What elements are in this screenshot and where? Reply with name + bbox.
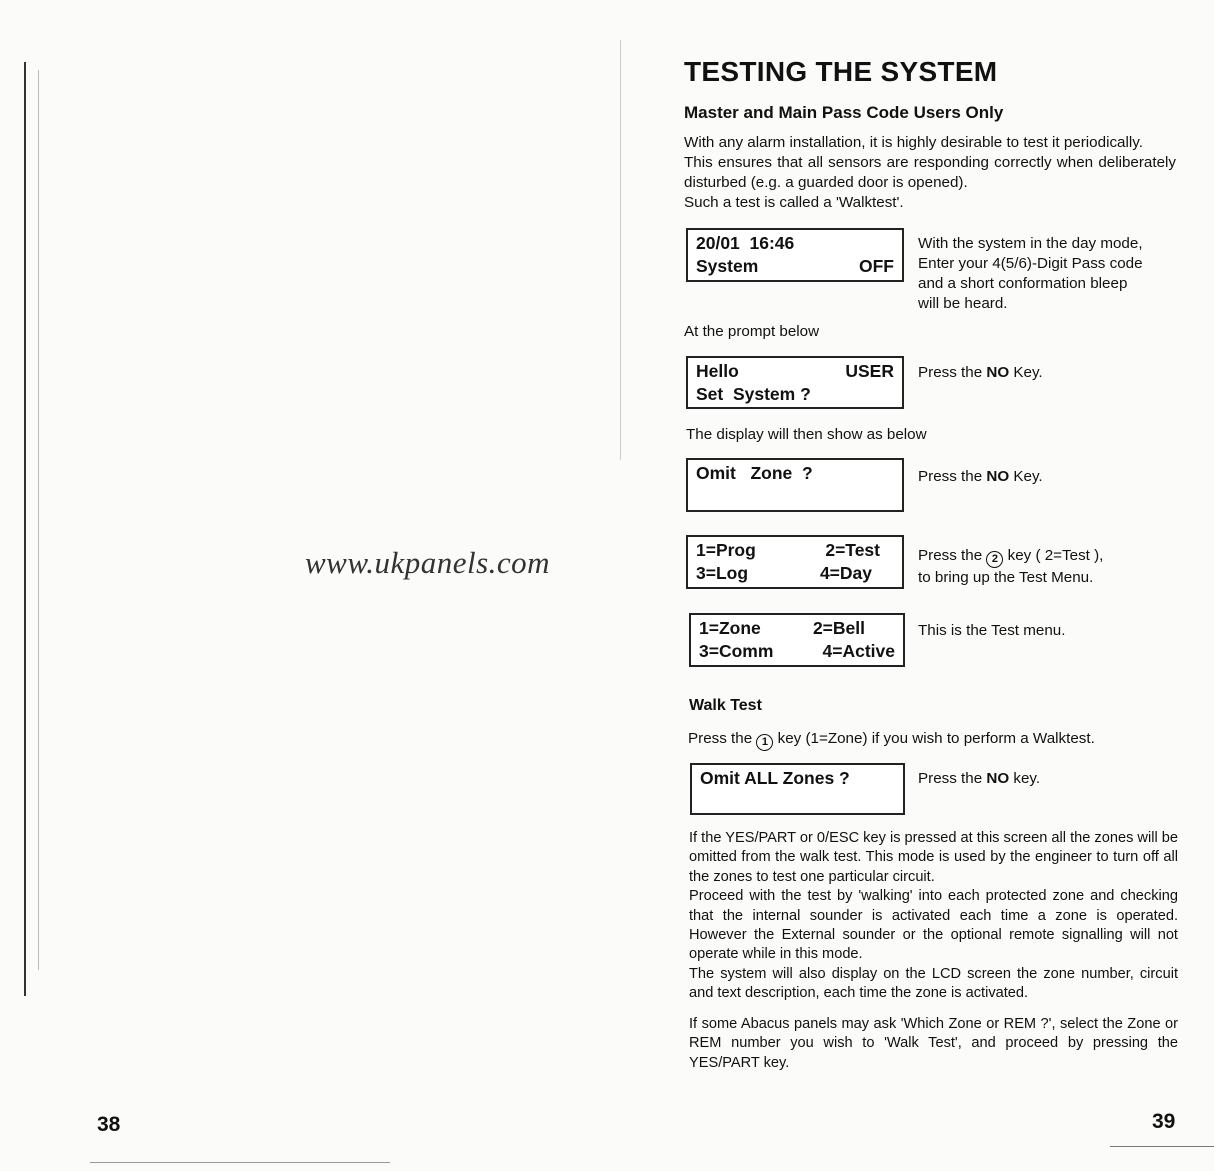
note-text: to bring up the Test Menu. [918,569,1094,586]
lcd-text: Set System ? [696,384,811,404]
lcd-display-system-off [686,228,904,282]
page-fold-line [620,40,621,460]
lcd-text: 4=Day [819,563,872,583]
note-text: key. [1009,770,1041,787]
left-margin-rule [24,62,26,996]
key-name: NO [986,364,1010,381]
walk-test-description [689,829,1178,1004]
note-line: will be heard. [918,295,1008,312]
lcd-display-hello-user [686,356,904,409]
prompt-below-text: At the prompt below [684,323,820,340]
note-test-menu: This is the Test menu. [918,622,1066,639]
lcd-display-omit-all-zones [690,763,905,815]
note-text: Press the [688,730,757,747]
walk-test-heading: Walk Test [689,697,762,714]
intro-line: With any alarm installation, it is highly desirable to test it periodically. [684,134,1143,151]
key-name: NO [986,468,1010,485]
bottom-rule-right [1110,1146,1214,1147]
note-press-no-2 [918,467,1043,487]
lcd-text: 4=Active [822,641,895,661]
note-line: Enter your 4(5/6)-Digit Pass code [918,255,1143,272]
key-1-icon: 1 [756,734,773,751]
page-subtitle: Master and Main Pass Code Users Only [684,103,1004,122]
description-paragraph: The system will also display on the LCD screen the zone number, circuit and text description, each time the zone is activated. [689,965,1178,1002]
page-number-right: 39 [1152,1110,1176,1133]
note-text: Key. [1009,364,1043,381]
key-2-icon: 2 [986,551,1003,568]
display-then-text: The display will then show as below [686,426,927,443]
note-press-no-1 [918,363,1043,383]
lcd-text: 2=Test [825,540,880,560]
key-name: NO [986,770,1010,787]
description-paragraph: Proceed with the test by 'walking' into each protected zone and checking that the internal sounder is activated each time a zone is operated. However the External sounder or the optional remote signalling will not operate while in this mode. [689,888,1178,963]
abacus-panels-note: If some Abacus panels may ask 'Which Zone or REM ?', select the Zone or REM number you wish to 'Walk Test', and proceed by pressing the YES/PART key. [689,1016,1178,1071]
lcd-text: 1=Zone [699,618,761,638]
note-text: key (1=Zone) if you wish to perform a Walktest. [773,730,1095,747]
note-line: With the system in the day mode, [918,235,1143,252]
walk-test-instruction [688,729,1095,751]
note-text: Press the [918,547,987,564]
note-text: Key. [1009,468,1043,485]
intro-paragraph [684,133,1176,213]
note-test-menu-key [918,546,1103,588]
note-text: key ( 2=Test ), [1003,547,1104,564]
lcd-text: Hello [696,361,739,381]
note-text: Press the [918,468,987,485]
bottom-rule-left [90,1162,390,1163]
note-line: and a short conformation bleep [918,275,1128,292]
note-day-mode [918,234,1178,314]
lcd-text: 3=Comm [699,641,774,661]
note-press-no-3 [918,769,1040,789]
lcd-text: 3=Log [696,563,749,583]
lcd-text: USER [845,361,894,381]
lcd-text: Omit Zone ? [696,463,813,483]
page-title: TESTING THE SYSTEM [684,56,998,87]
lcd-display-test-menu [689,613,905,667]
left-margin-rule-faint [38,70,39,970]
note-text: Press the [918,770,987,787]
lcd-display-main-menu [686,535,904,589]
lcd-text: 1=Prog [696,540,756,560]
lcd-text: OFF [859,256,894,276]
intro-line: Such a test is called a 'Walktest'. [684,194,904,211]
page-number-left: 38 [97,1113,121,1136]
note-text: Press the [918,364,987,381]
lcd-text: 20/01 16:46 [696,233,795,253]
lcd-text: Omit ALL Zones ? [700,768,850,788]
lcd-display-omit-zone [686,458,904,512]
watermark: www.ukpanels.com [305,545,551,580]
lcd-text: System [696,256,759,276]
intro-line: This ensures that all sensors are responding correctly when deliberately disturbed (e.g. a guarded door is opened). [684,154,1176,191]
description-paragraph: If the YES/PART or 0/ESC key is pressed at this screen all the zones will be omitted from the walk test. This mode is used by the engineer to turn off all the zones to test one particular circuit. [689,830,1178,885]
lcd-text: 2=Bell [812,618,865,638]
